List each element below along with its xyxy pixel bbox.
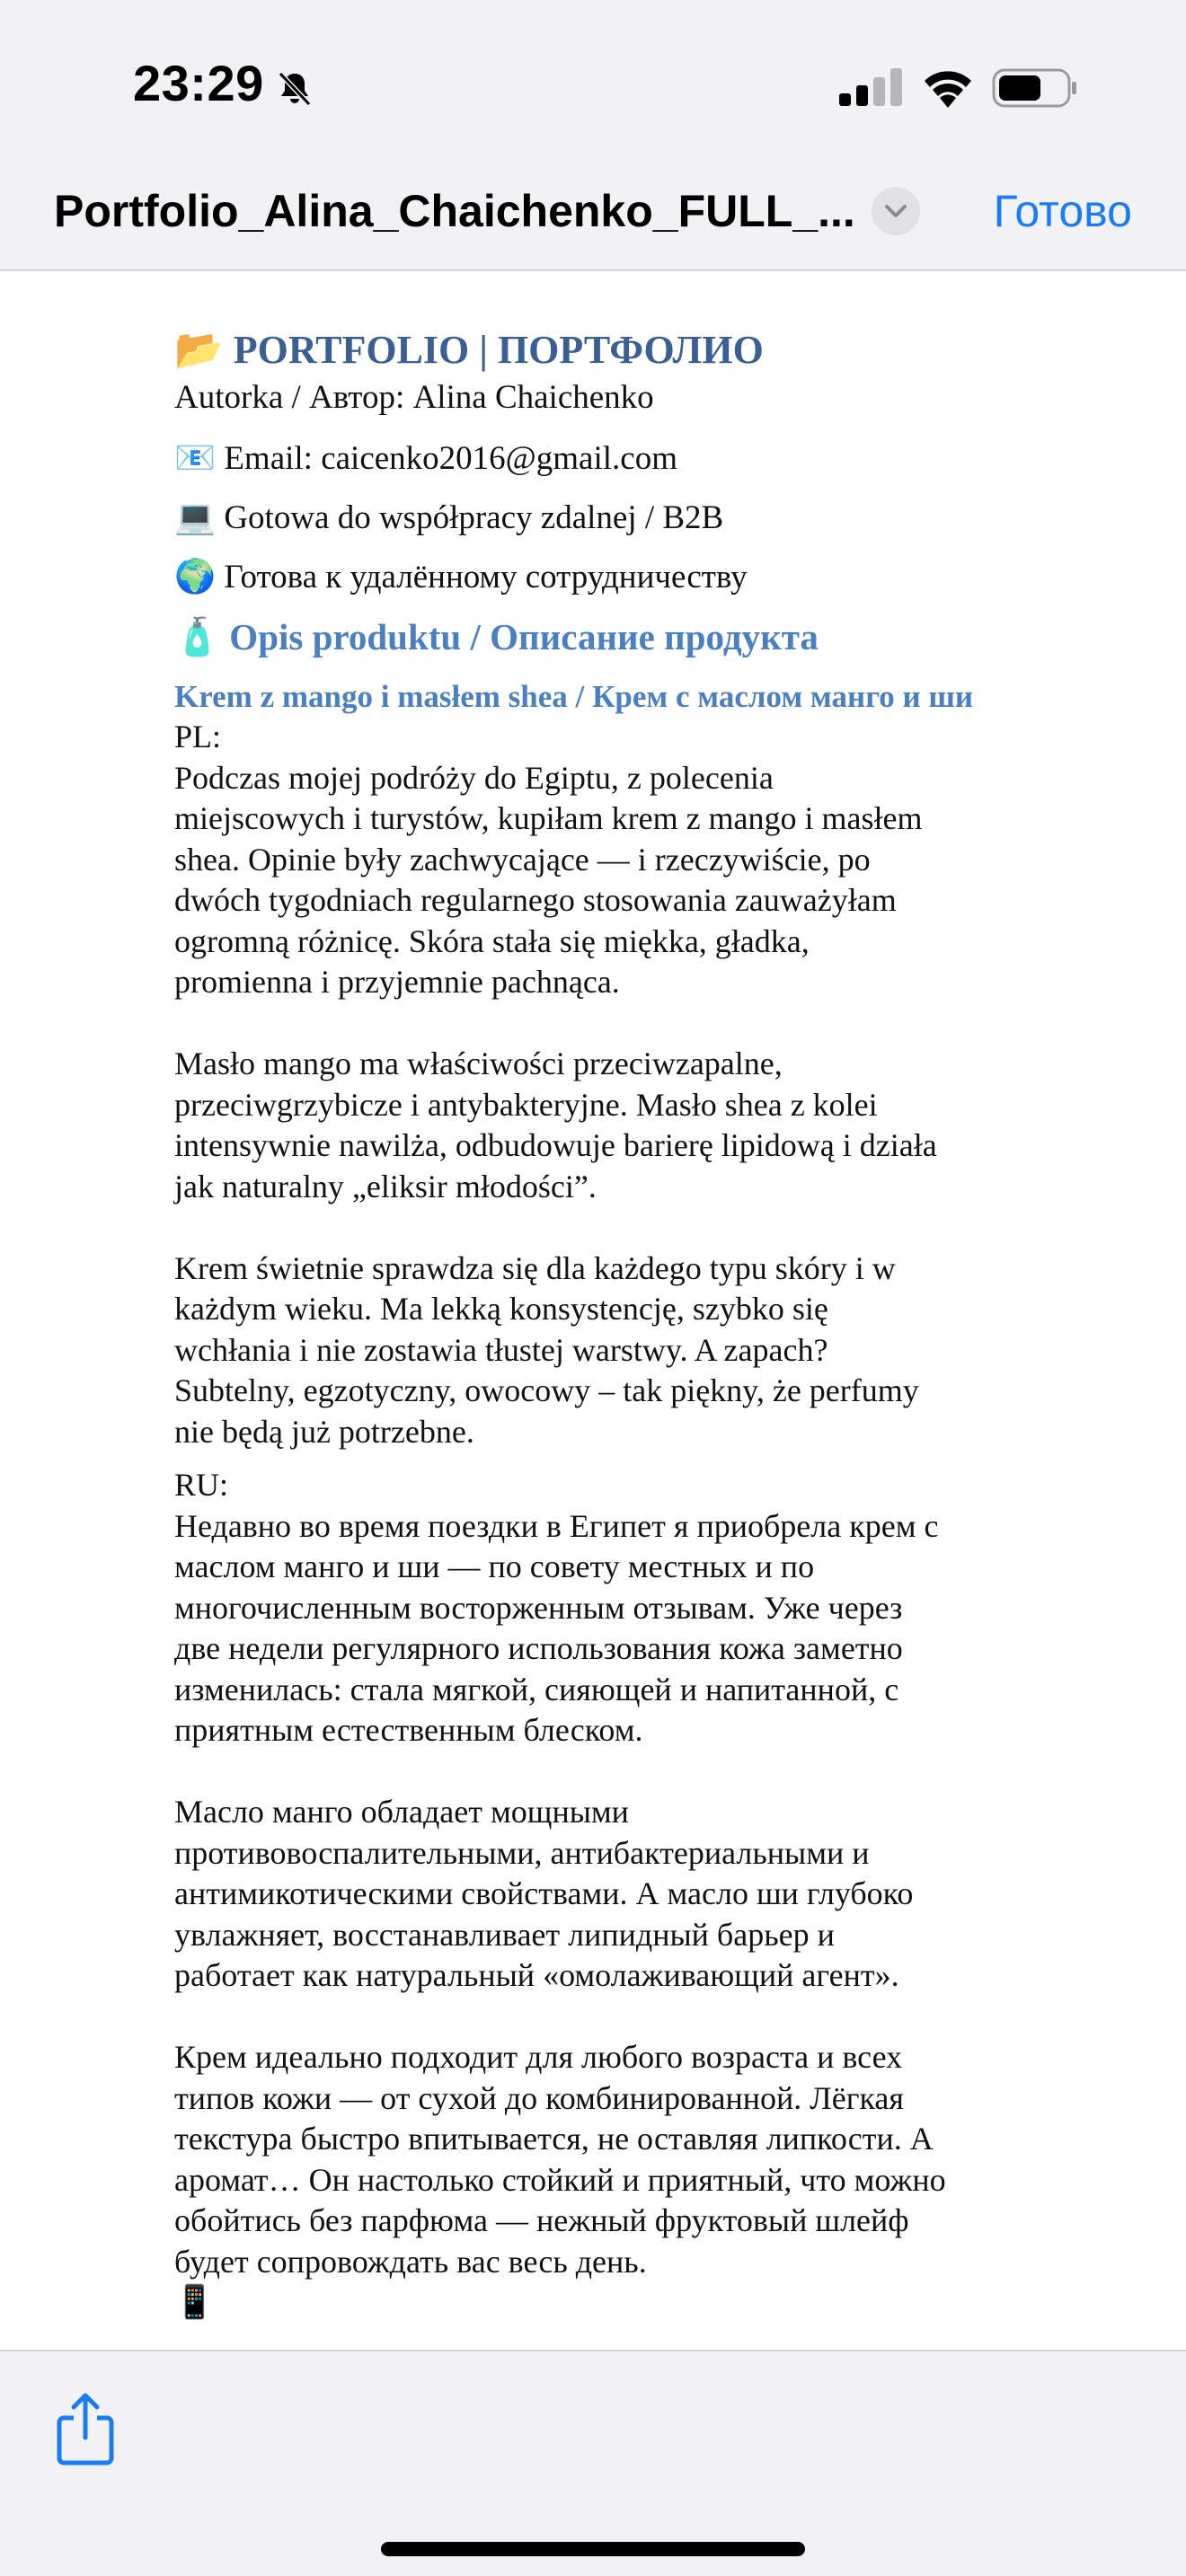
portfolio-heading: 📂 PORTFOLIO | ПОРТФОЛИО — [174, 328, 764, 372]
text-line: wchłania i nie zostawia tłustej warstwy. A zapach? — [174, 1331, 828, 1368]
product-title: Krem z mango i masłem shea / Крем с маслом манго и ши — [174, 679, 974, 714]
bell-slash-icon — [275, 68, 314, 108]
bottom-toolbar — [0, 2350, 1186, 2576]
home-indicator[interactable] — [381, 2542, 805, 2556]
text-line: promienna i przyjemnie pachnąca. — [174, 964, 620, 1000]
text-line: Krem świetnie sprawdza się dla każdego typu skóry i w — [174, 1249, 896, 1286]
done-button[interactable]: Готово — [993, 186, 1132, 236]
text-line: аромат… Он настолько стойкий и приятный, что можно — [174, 2161, 946, 2198]
text-line: две недели регулярного использования кожа заметно — [174, 1630, 903, 1666]
status-time: 23:29 — [133, 55, 264, 111]
text-line: типов кожи — от сухой до комбинированной. Лёгкая — [174, 2079, 904, 2116]
top-bar — [0, 0, 1186, 271]
text-line: Subtelny, egzotyczny, owocowy – tak piękny, że perfumy — [174, 1372, 919, 1408]
ru-label: RU: — [174, 1467, 229, 1503]
text-line: dwóch tygodniach regularnego stosowania zauważyłam — [174, 882, 897, 918]
text-line: każdym wieku. Ma lekką konsystencję, szybko się — [174, 1291, 828, 1327]
text-line: intensywnie nawilża, odbudowuje barierę lipidową i działa — [174, 1127, 937, 1163]
text-line: Недавно во время поездки в Египет я приобрела крем с — [174, 1507, 939, 1544]
wifi-icon — [922, 66, 974, 108]
ru-paragraph-1 — [174, 1506, 1015, 1751]
cellular-signal-icon — [839, 68, 904, 106]
text-line: увлажняет, восстанавливает липидный барьер и — [174, 1916, 835, 1953]
remote-pl-line: 💻 Gotowa do współpracy zdalnej / B2B — [174, 499, 724, 536]
phone-emoji-icon: 📱 — [174, 2284, 215, 2320]
text-line: Масло манго обладает мощными — [174, 1794, 629, 1830]
text-line: противовоспалительными, антибактериальными и — [174, 1834, 870, 1871]
ru-paragraph-3 — [174, 2037, 1015, 2282]
text-line: обойтись без парфюма — нежный фруктовый шлейф — [174, 2202, 909, 2238]
author-line: Autorka / Автор: Alina Chaichenko — [174, 379, 654, 416]
text-line: будет сопровождать вас весь день. — [174, 2243, 647, 2280]
section-title: 🧴 Opis produktu / Описание продукта — [174, 616, 819, 657]
title-menu-button[interactable] — [872, 187, 920, 235]
text-line: jak naturalny „eliksir młodości”. — [174, 1168, 597, 1204]
text-line: miejscowych i turystów, kupiłam krem z mango i masłem — [174, 800, 923, 836]
text-line: ogromną różnicę. Skóra stała się miękka, gładka, — [174, 922, 810, 959]
email-line: 📧 Email: caicenko2016@gmail.com — [174, 440, 677, 477]
text-line: приятным естественным блеском. — [174, 1712, 643, 1748]
status-bar — [0, 0, 1186, 171]
share-icon[interactable] — [54, 2391, 117, 2466]
text-line: Крем идеально подходит для любого возраста и всех — [174, 2039, 903, 2075]
pl-label: PL: — [174, 719, 222, 754]
text-line: многочисленным восторженным отзывам. Уже через — [174, 1589, 903, 1626]
text-line: маслом манго и ши — по совету местных и по — [174, 1548, 815, 1584]
text-line: изменилась: стала мягкой, сияющей и напитанной, с — [174, 1671, 899, 1707]
text-line: Podczas mojej podróży do Egiptu, z polecenia — [174, 759, 774, 796]
document-title[interactable]: Portfolio_Alina_Chaichenko_FULL_... — [54, 186, 855, 236]
text-line: shea. Opinie były zachwycające — i rzeczywiście, po — [174, 841, 871, 878]
chevron-down-icon — [883, 200, 908, 222]
text-line: антимикотическими свойствами. А масло ши глубоко — [174, 1875, 914, 1911]
ru-paragraph-2 — [174, 1792, 1015, 1997]
pl-paragraph-1 — [174, 758, 1015, 1003]
pl-paragraph-2 — [174, 1044, 1015, 1207]
pl-paragraph-3 — [174, 1248, 1015, 1453]
text-line: текстура быстро впитывается, не оставляя липкости. А — [174, 2121, 934, 2157]
battery-icon — [992, 68, 1078, 108]
navigation-bar — [0, 171, 1186, 271]
text-line: Masło mango ma właściwości przeciwzapalne, — [174, 1045, 783, 1081]
text-line: nie będą już potrzebne. — [174, 1413, 474, 1450]
document-viewer[interactable] — [0, 273, 1186, 2350]
document-page — [174, 323, 1015, 2324]
text-line: przeciwgrzybicze i antybakteryjne. Masło shea z kolei — [174, 1086, 878, 1123]
text-line: работает как натуральный «омолаживающий агент». — [174, 1957, 899, 1993]
remote-ru-line: 🌍 Готова к удалённому сотрудничеству — [174, 559, 748, 595]
